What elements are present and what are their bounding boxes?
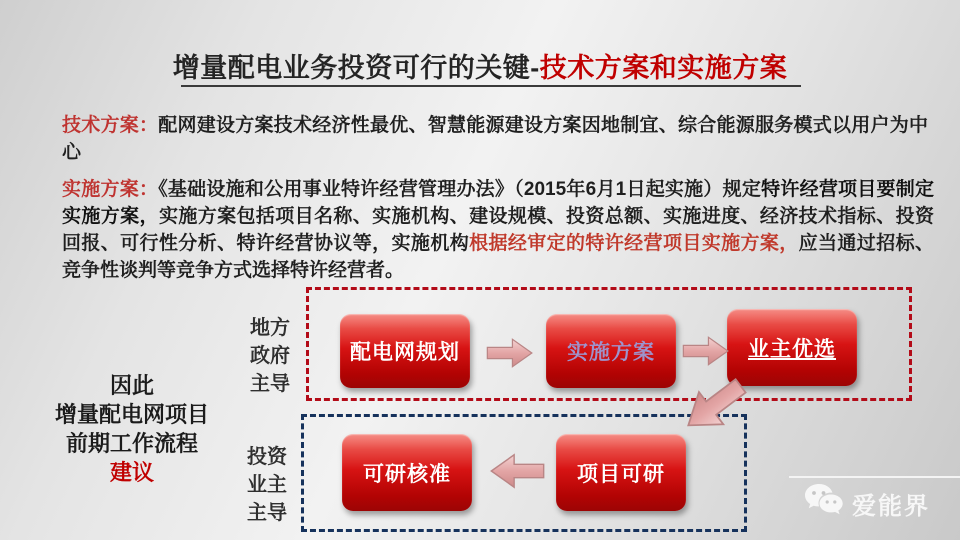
owner-lane-label-line: 主导	[247, 502, 287, 524]
flow-box-planning	[340, 314, 470, 388]
impl-seg1: 《基础设施和公用事业特许经营管理办法》（2015年6月1日起实施）规定	[158, 179, 762, 200]
title-highlight: 技术方案和实施方案	[539, 53, 788, 83]
flow-box-planning-label: 配电网规划	[350, 341, 460, 364]
flow-box-implementation	[546, 314, 676, 388]
title-prefix: 增量配电业务投资可行的关键-	[172, 53, 540, 83]
conclusion-line: 前期工作流程	[65, 431, 198, 456]
flow-box-feasibility-approval	[342, 434, 472, 511]
flow-box-implementation-label: 实施方案	[567, 341, 655, 364]
flow-box-owner-selection	[727, 309, 857, 386]
conclusion-line: 因此	[109, 373, 154, 398]
conclusion-line: 增量配电网项目	[54, 402, 209, 427]
impl-seg5: 应当通过招标、竞争性谈判等竞争方式选择特许经营者。	[62, 233, 934, 281]
tech-scheme-body: 配网建设方案技术经济性最优、智慧能源建设方案因地制宜、综合能源服务模式以用户为中心	[62, 115, 928, 163]
impl-scheme-label: 实施方案：	[62, 179, 159, 200]
impl-seg-red: 根据经审定的特许经营项目实施方案，	[469, 233, 799, 254]
gov-lane-label-line: 政府	[250, 345, 290, 367]
flow-arrow-left-icon	[488, 451, 546, 491]
conclusion-emphasis: 建议	[109, 460, 154, 485]
flow-box-project-feasibility	[556, 434, 686, 511]
impl-seg-bold: 特许经营项目要制定实施方案，	[62, 179, 934, 227]
title-underline	[181, 85, 801, 87]
flow-box-owner-selection-label: 业主优选	[748, 337, 836, 361]
page-title	[0, 46, 960, 85]
impl-scheme-paragraph	[62, 176, 934, 284]
owner-lane-label	[243, 443, 291, 527]
tech-scheme-label: 技术方案：	[62, 115, 159, 136]
gov-lane-label-line: 主导	[250, 373, 290, 395]
tech-scheme-paragraph	[62, 112, 928, 166]
flow-arrow-right-icon	[482, 336, 538, 370]
flow-box-feasibility-approval-label: 可研核准	[363, 462, 451, 486]
impl-seg3: 实施方案包括项目名称、实施机构、建设规模、投资总额、实施进度、经济技术指标、投资回报、可行性分析、特许经营协议等，实施机构	[62, 206, 934, 254]
conclusion-block	[28, 371, 236, 487]
owner-lane-label-line: 投资	[247, 446, 287, 468]
gov-lane-label-line: 地方	[250, 317, 290, 339]
flow-box-project-feasibility-label: 项目可研	[577, 462, 665, 486]
flow-arrow-right-icon	[681, 334, 731, 368]
wechat-icon	[803, 482, 849, 519]
gov-lane-label	[246, 314, 294, 398]
footer-divider	[789, 476, 960, 478]
brand-name: 爱能界	[852, 493, 930, 520]
owner-lane-label-line: 业主	[247, 474, 287, 496]
flow-arrow-diagonal-icon	[678, 381, 750, 431]
